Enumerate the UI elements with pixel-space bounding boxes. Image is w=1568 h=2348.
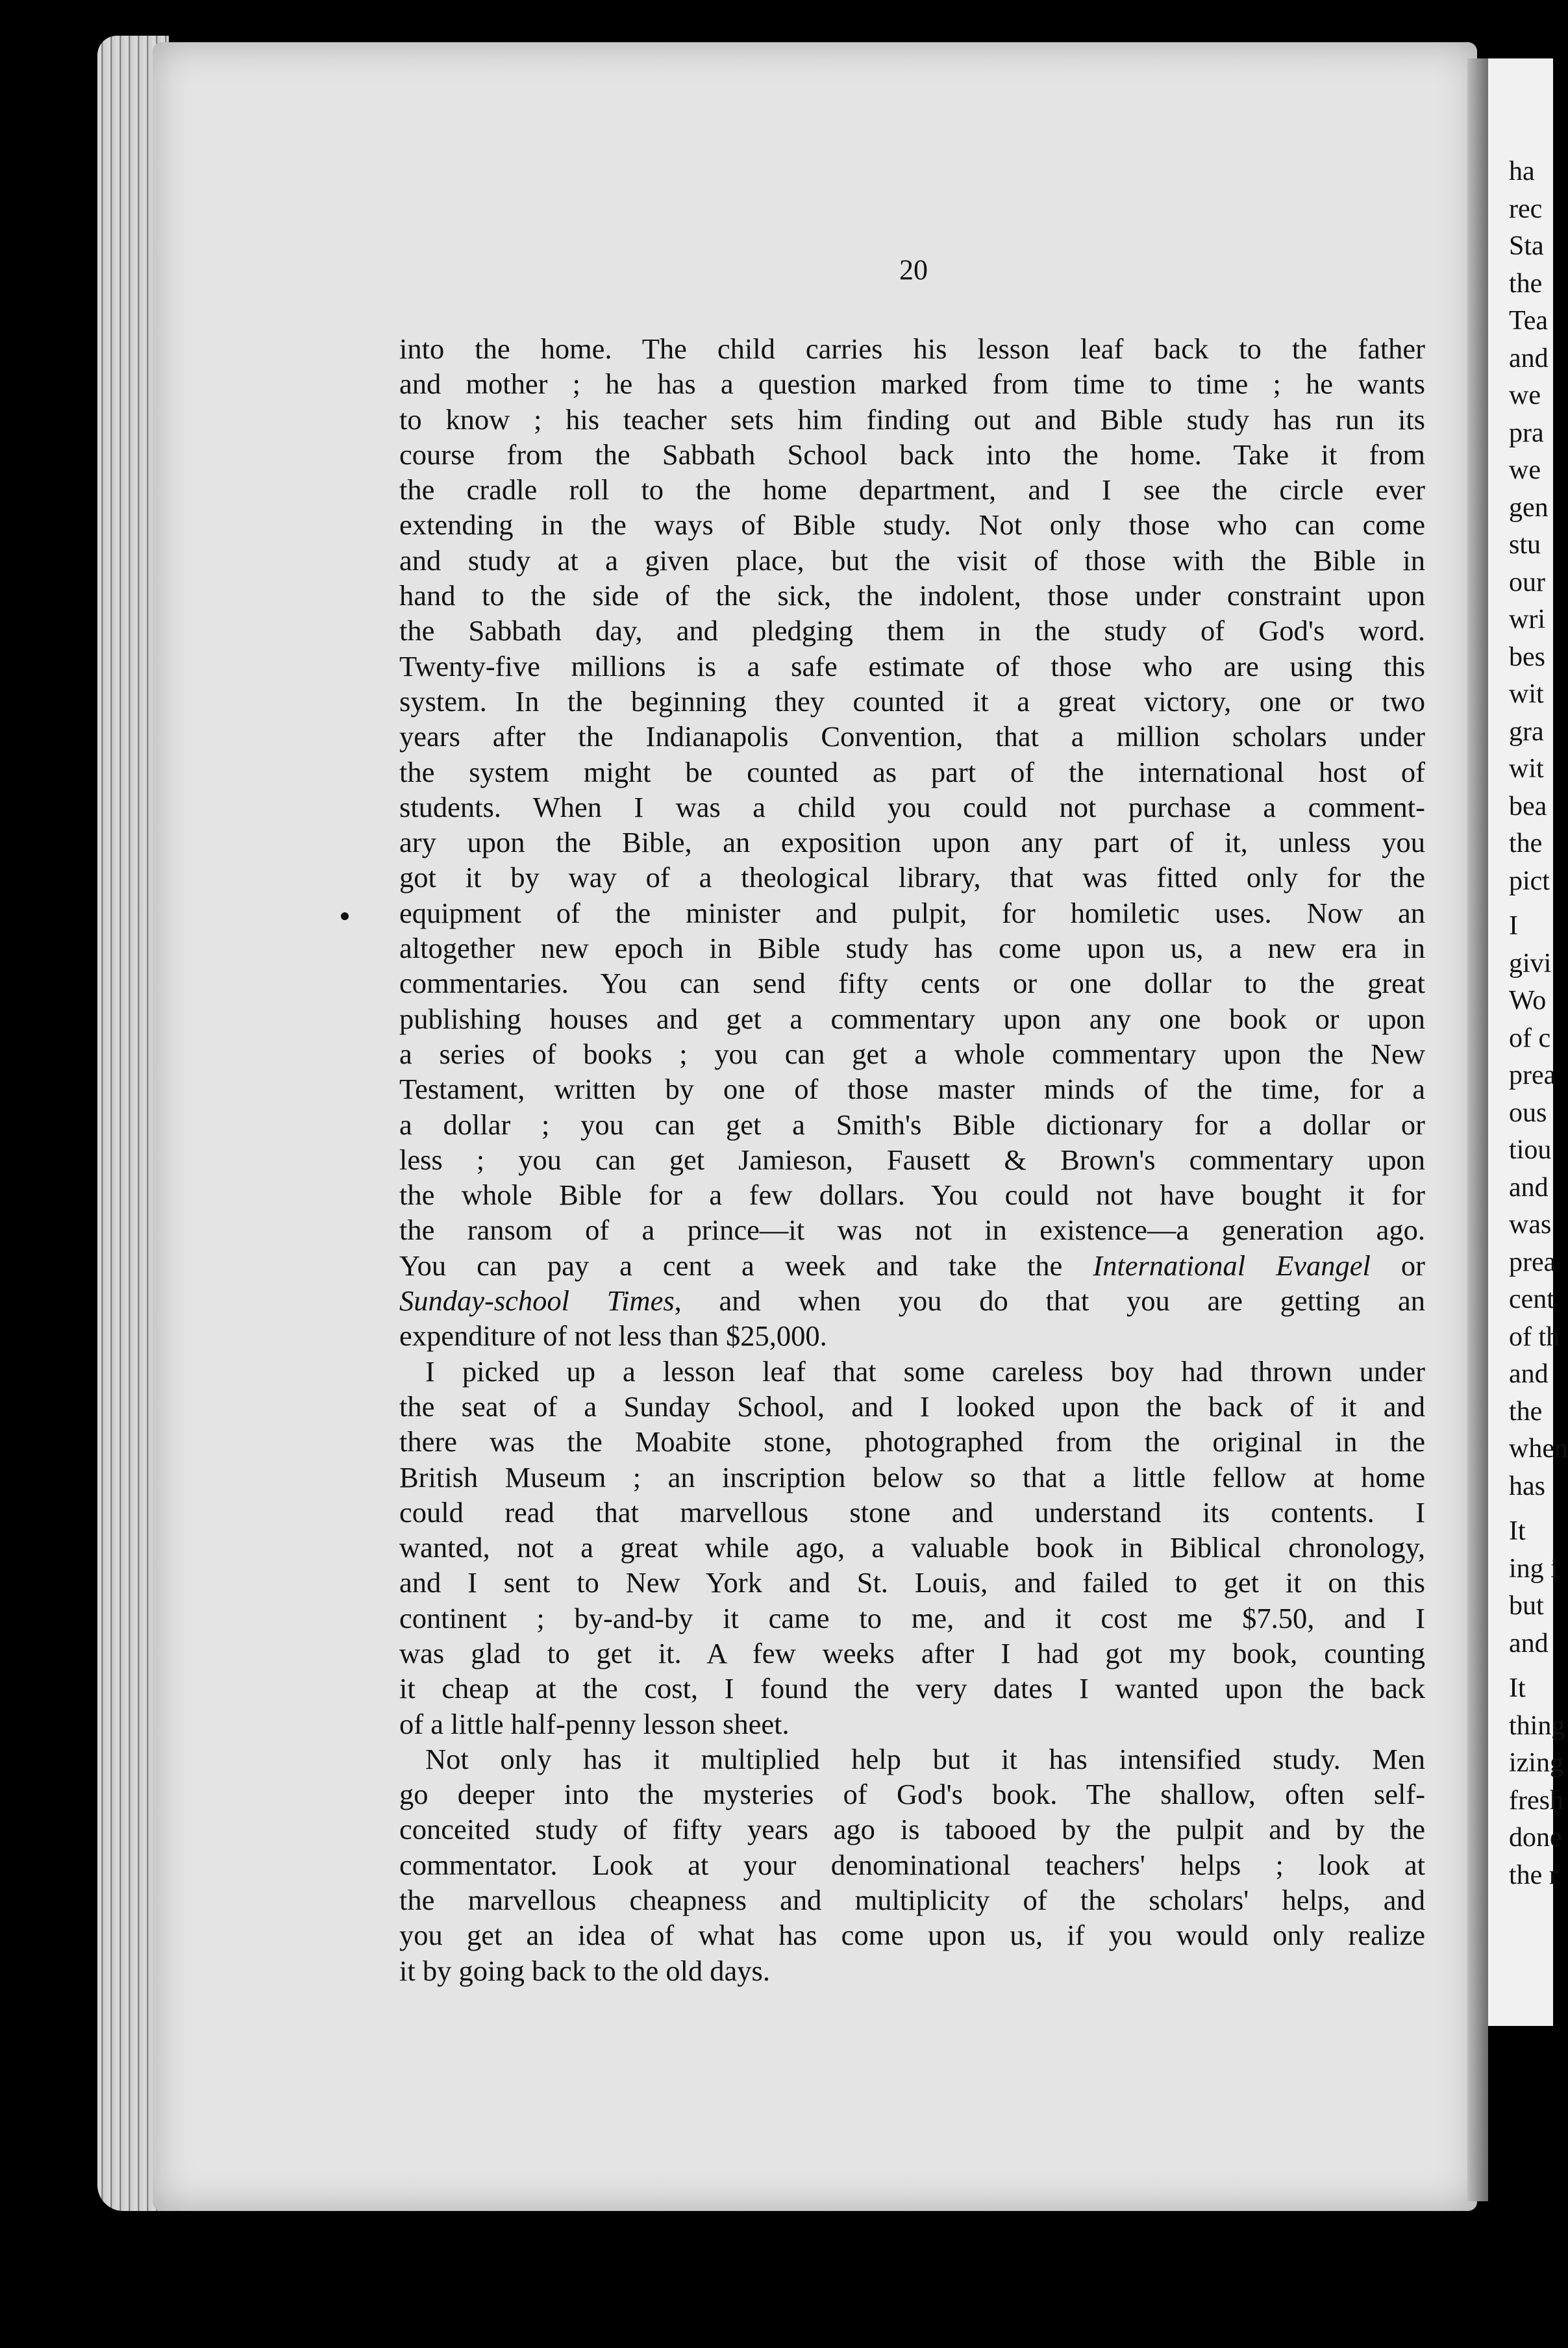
facing-page-line: pra — [1509, 418, 1544, 448]
text-line: it cheap at the cost, I found the very dates I wanted upon the back — [399, 1672, 1425, 1705]
text-line: commentator. Look at your denominational teachers' helps ; look at — [399, 1848, 1425, 1881]
facing-page-line: wit — [1509, 679, 1544, 709]
text-line: students. When I was a child you could not purchase a comment- — [399, 790, 1425, 823]
text-line: less ; you can get Jamieson, Fausett & Brown's commentary upon — [399, 1143, 1425, 1176]
text-line: the system might be counted as part of the international host of — [399, 755, 1425, 788]
text-line: system. In the beginning they counted it a great victory, one or two — [399, 684, 1425, 718]
facing-page-line: thing — [1509, 1710, 1565, 1741]
facing-page-line: ous — [1509, 1097, 1547, 1128]
text-line: the Sabbath day, and pledging them in the study of God's word. — [399, 614, 1425, 647]
text-line: continent ; by-and-by it came to me, and it cost me $7.50, and I — [399, 1601, 1425, 1634]
facing-page-line: our — [1509, 567, 1545, 597]
book-gutter — [1467, 58, 1488, 2201]
facing-page-line: has — [1509, 1471, 1545, 1501]
text-line: you get an idea of what has come upon us, if you would only realize — [399, 1919, 1425, 1952]
facing-page-line: Tea — [1509, 306, 1549, 336]
text-line: Testament, written by one of those master minds of the time, for a — [399, 1073, 1425, 1106]
facing-page-line: It — [1509, 1516, 1526, 1546]
text-line: into the home. The child carries his lesson leaf back to the father — [399, 332, 1425, 365]
text-line: a series of books ; you can get a whole commentary upon the New — [399, 1037, 1425, 1070]
text-line: British Museum ; an inscription below so that a little fellow at home — [399, 1460, 1425, 1493]
text-line: was glad to get it. A few weeks after I had got my book, counting — [399, 1636, 1425, 1669]
facing-page-line: wit — [1509, 754, 1544, 784]
facing-page-line: ing i — [1509, 1553, 1558, 1584]
text-line: Twenty-five millions is a safe estimate of those who are using this — [399, 649, 1425, 682]
facing-page-line: and — [1509, 343, 1549, 373]
text-line: years after the Indianapolis Convention, that a million scholars under — [399, 720, 1425, 753]
facing-page-line: the — [1509, 268, 1543, 299]
text-line: expenditure of not less than $25,000. — [399, 1319, 827, 1353]
text-line: wanted, not a great while ago, a valuable book in Biblical chronology, — [399, 1531, 1425, 1564]
margin-mark — [341, 912, 349, 920]
text-line: Not only has it multiplied help but it has intensified study. Men — [425, 1742, 1425, 1775]
facing-page-line: givi — [1509, 948, 1552, 979]
page-number: 20 — [899, 254, 928, 286]
facing-page-line: the r — [1509, 1860, 1558, 1890]
facing-page-line: and — [1509, 1172, 1549, 1203]
text-line: commentaries. You can send fifty cents or one dollar to the great — [399, 967, 1425, 1000]
facing-page-line: when — [1509, 1434, 1568, 1464]
text-line: of a little half-penny lesson sheet. — [399, 1707, 790, 1740]
facing-page-line: was — [1509, 1210, 1552, 1240]
text-line: and I sent to New York and St. Louis, and failed to get it on this — [399, 1566, 1425, 1599]
facing-page-line: izing — [1509, 1748, 1563, 1778]
facing-page-line: fresh — [1509, 1785, 1563, 1816]
facing-page-line: Wo — [1509, 986, 1547, 1016]
facing-page-line: pict — [1509, 866, 1550, 896]
text-line: got it by way of a theological library, that was fitted only for the — [399, 861, 1425, 894]
text-line: equipment of the minister and pulpit, for homiletic uses. Now an — [399, 896, 1425, 929]
facing-page-line: and — [1509, 1628, 1549, 1658]
facing-page-line: of c — [1509, 1023, 1551, 1053]
facing-page-line: we — [1509, 381, 1541, 410]
text-line: altogether new epoch in Bible study has come upon us, a new era in — [399, 932, 1425, 965]
text-line: the cradle roll to the home department, and I see the circle ever — [399, 473, 1425, 506]
facing-page-line: gen — [1509, 492, 1549, 523]
text-line: the marvellous cheapness and multiplicity of the scholars' helps, and — [399, 1884, 1425, 1917]
text-line: You can pay a cent a week and take the International Evangel or — [399, 1249, 1425, 1282]
text-line: the whole Bible for a few dollars. You could not have bought it for — [399, 1179, 1425, 1212]
text-line: it by going back to the old days. — [399, 1954, 771, 1987]
text-line: the ransom of a prince—it was not in existence—a generation ago. — [399, 1214, 1425, 1247]
facing-page-line: the — [1509, 829, 1543, 858]
facing-page-fragment — [1488, 58, 1568, 2026]
facing-page-line: but — [1509, 1591, 1544, 1621]
body-text — [399, 331, 1425, 1988]
text-line: could read that marvellous stone and understand its contents. I — [399, 1495, 1425, 1529]
text-line: course from the Sabbath School back into the home. Take it from — [399, 438, 1425, 471]
facing-page-line: bes — [1509, 642, 1545, 672]
facing-page-line: the — [1509, 1396, 1543, 1427]
facing-page-line: Sta — [1509, 231, 1544, 261]
text-line: the seat of a Sunday School, and I looked upon the back of it and — [399, 1390, 1425, 1423]
facing-page-line: I — [1509, 911, 1518, 941]
facing-page-line: bea — [1509, 791, 1547, 821]
facing-page-line: wri — [1509, 605, 1545, 634]
text-line: publishing houses and get a commentary upon any one book or upon — [399, 1002, 1425, 1035]
facing-page-line: tiou — [1509, 1135, 1552, 1165]
facing-page-line: and — [1509, 1359, 1549, 1389]
facing-page-line: we — [1509, 455, 1541, 485]
text-line: and study at a given place, but the visit of those with the Bible in — [399, 543, 1425, 577]
facing-page-line: done — [1509, 1823, 1562, 1853]
text-line: go deeper into the mysteries of God's book. The shallow, often self- — [399, 1778, 1425, 1811]
facing-page-line: rec — [1509, 194, 1543, 224]
text-line: Sunday-school Times, and when you do that you are getting an — [399, 1284, 1425, 1318]
facing-page-line: ha — [1509, 156, 1535, 186]
facing-page-line: gra — [1509, 716, 1544, 747]
facing-page-line: It — [1509, 1673, 1526, 1703]
text-line: there was the Moabite stone, photographed from the original in the — [399, 1425, 1425, 1458]
text-line: and mother ; he has a question marked from time to time ; he wants — [399, 368, 1425, 401]
facing-page-line: prea — [1509, 1060, 1556, 1090]
facing-page-line: cent — [1509, 1284, 1554, 1314]
facing-page-line: stu — [1509, 530, 1541, 560]
text-line: to know ; his teacher sets him finding out and Bible study has run its — [399, 403, 1425, 436]
text-line: a dollar ; you can get a Smith's Bible dictionary for a dollar or — [399, 1108, 1425, 1141]
text-line: ary upon the Bible, an exposition upon any part of it, unless you — [399, 826, 1425, 859]
facing-page-line: of th — [1509, 1321, 1560, 1352]
text-line: I picked up a lesson leaf that some careless boy had thrown under — [425, 1355, 1425, 1388]
facing-page-line: prea — [1509, 1247, 1556, 1277]
text-line: hand to the side of the sick, the indolent, those under constraint upon — [399, 579, 1425, 612]
text-line: conceited study of fifty years ago is tabooed by the pulpit and by the — [399, 1813, 1425, 1846]
text-line: extending in the ways of Bible study. Not only those who can come — [399, 508, 1425, 542]
